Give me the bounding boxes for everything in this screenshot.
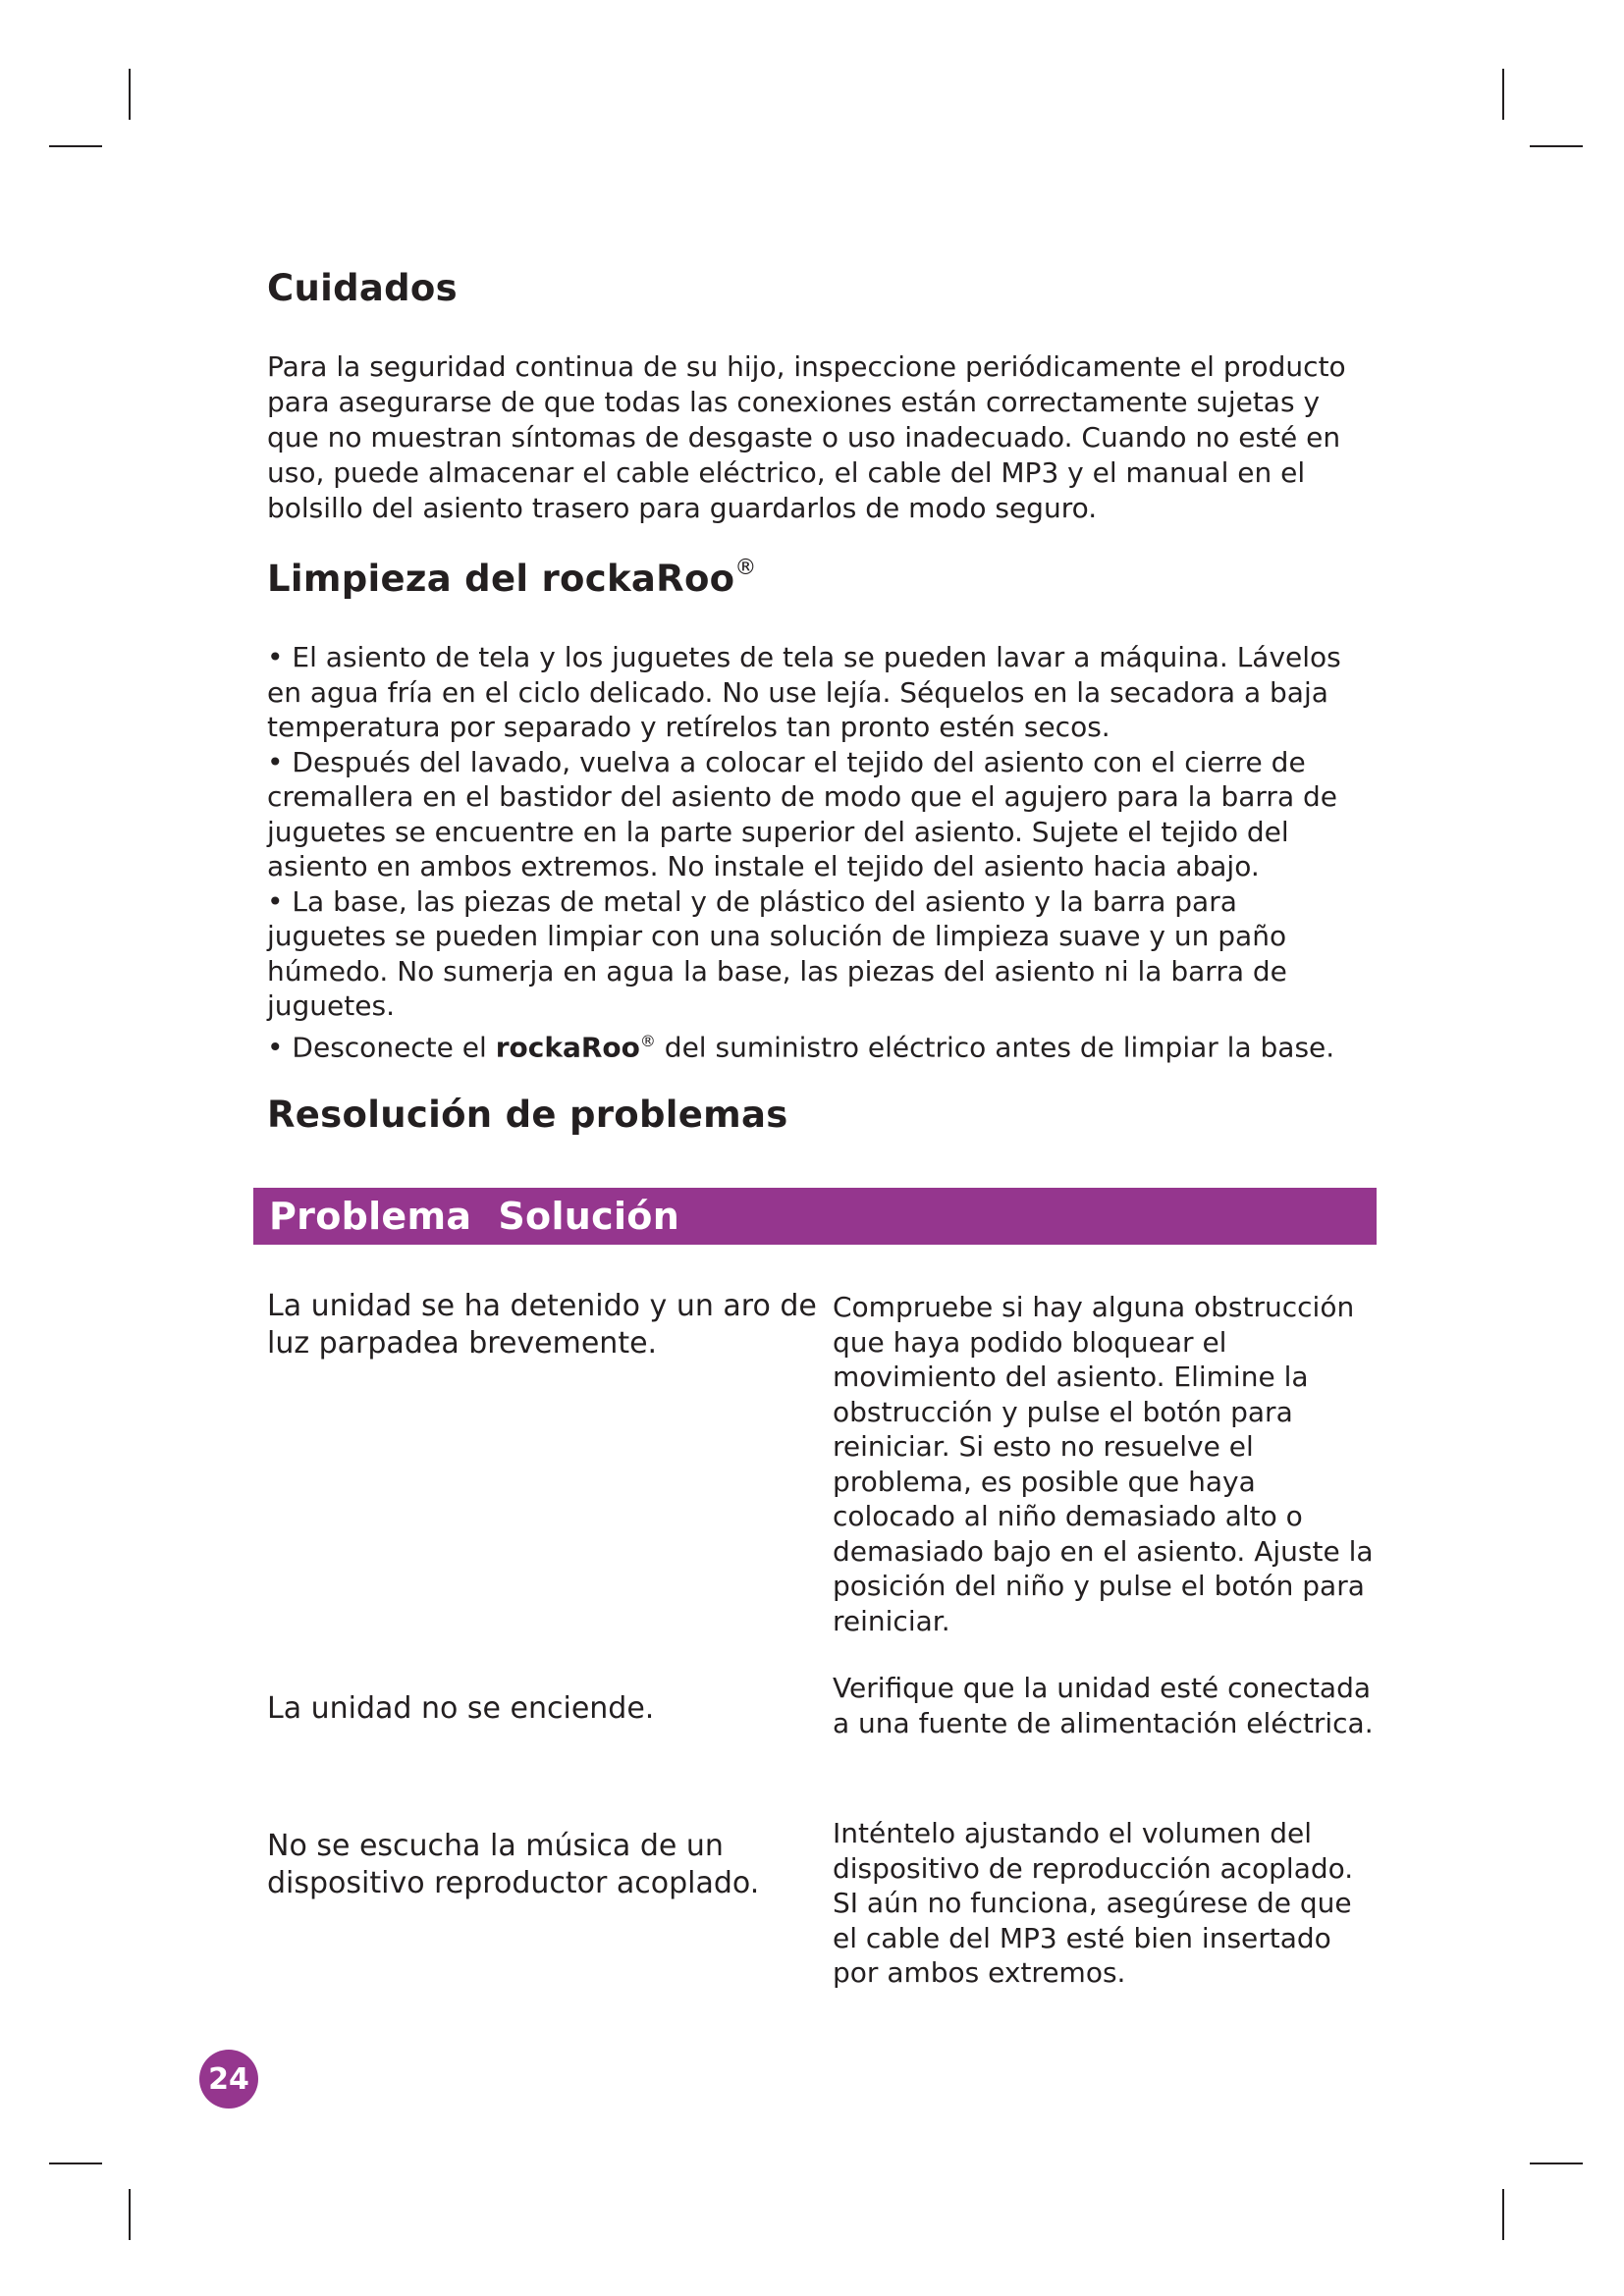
care-paragraph: Para la seguridad continua de su hijo, inspeccione periódicamente el producto para asegurarse de que todas las conexiones están correctamente sujetas y que no muestran síntomas de desgaste o uso inadecuado. Cuando no esté en uso, puede almacenar el cable eléctrico, el cable del MP3 y el manual en el bolsillo del asiento trasero para guardarlos de modo seguro. <box>267 350 1346 524</box>
solution-cell: Compruebe si hay alguna obstrucción que haya podido bloquear el movimiento del asiento. Elimine la obstrucción y pulse el botón para reiniciar. Si esto no resuelve el problema, es posible que haya colocado al niño demasiado alto o demasiado bajo en el asiento. Ajuste la posición del niño y pulse el botón para reiniciar. <box>833 1291 1374 1637</box>
problem-cell: La unidad se ha detenido y un aro de luz parpadea brevemente. <box>267 1289 817 1361</box>
crop-mark <box>49 2163 102 2164</box>
crop-mark <box>1530 145 1583 147</box>
cleaning-bullet: • El asiento de tela y los juguetes de tela se pueden lavar a máquina. Lávelos en agua fría en el ciclo delicado. No use lejía. Séquelos en la secadora a baja temperatura por separado y retírelos tan pronto estén secos. <box>267 641 1341 743</box>
crop-mark <box>49 145 102 147</box>
page-number-badge: 24 <box>199 2050 258 2109</box>
registered-mark: ® <box>734 555 757 580</box>
table-header-bar <box>253 1188 1377 1245</box>
cleaning-bullets <box>267 640 1357 1064</box>
table-header-label: Problema Solución <box>269 1195 680 1238</box>
problem-cell: La unidad no se enciende. <box>267 1691 655 1726</box>
cleaning-bullet: • Después del lavado, vuelva a colocar el tejido del asiento con el cierre de cremallera en el bastidor del asiento de modo que el agujero para la barra de juguetes se encuentre en la parte superior del asiento. Sujete el tejido del asiento en ambos extremos. No instale el tejido del asiento hacia abajo. <box>267 745 1338 882</box>
crop-mark <box>1502 69 1504 120</box>
care-heading: Cuidados <box>267 267 458 309</box>
solution-cell: Verifique que la unidad esté conectada a una fuente de alimentación eléctrica. <box>833 1672 1374 1739</box>
registered-mark: ® <box>639 1031 656 1050</box>
cleaning-bullet: • La base, las piezas de metal y de plástico del asiento y la barra para juguetes se pueden limpiar con una solución de limpieza suave y un paño húmedo. No sumerja en agua la base, las piezas del asiento ni la barra de juguetes. <box>267 884 1287 1022</box>
brand-name: rockaRoo <box>495 1030 640 1063</box>
crop-mark <box>1530 2163 1583 2164</box>
cleaning-bullet-disconnect: • Desconecte el rockaRoo® del suministro eléctrico antes de limpiar la base. <box>267 1030 1335 1063</box>
cleaning-heading <box>267 555 757 600</box>
crop-mark <box>1502 2189 1504 2240</box>
crop-mark <box>129 69 131 120</box>
troubleshooting-heading: Resolución de problemas <box>267 1094 788 1136</box>
cleaning-heading-text: Limpieza del rockaRoo <box>267 558 735 600</box>
crop-mark <box>129 2189 131 2240</box>
problem-cell: No se escucha la música de un dispositivo reproductor acoplado. <box>267 1829 760 1900</box>
solution-cell: Inténtelo ajustando el volumen del dispositivo de reproducción acoplado. SI aún no funciona, asegúrese de que el cable del MP3 esté bien insertado por ambos extremos. <box>833 1817 1354 1989</box>
